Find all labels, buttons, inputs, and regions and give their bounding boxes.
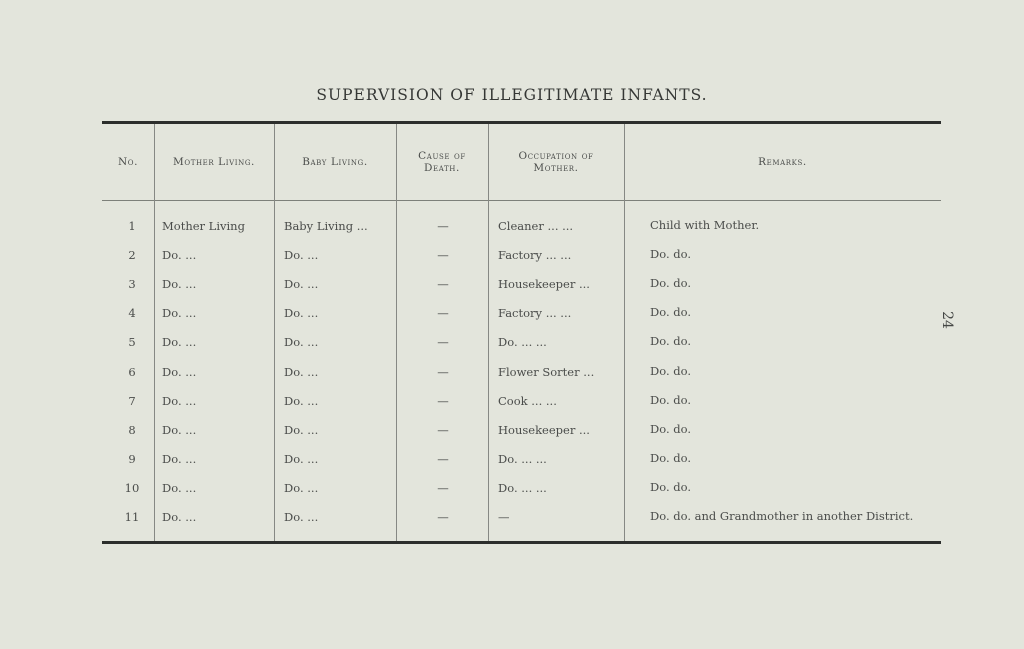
mother-living-cell: Do. ... — [162, 306, 197, 321]
table-row — [102, 306, 941, 336]
header-divider — [102, 200, 941, 201]
cause-of-death-cell: — — [437, 277, 449, 292]
occupation-cell: Cook ... ... — [498, 393, 557, 408]
table-row — [102, 365, 941, 395]
header-no: No. — [117, 155, 139, 168]
mother-living-cell: Do. ... — [162, 480, 197, 495]
cause-of-death-cell: — — [437, 451, 449, 466]
mother-living-cell: Do. ... — [162, 422, 197, 437]
remarks-cell: Do. do. — [650, 276, 691, 291]
mother-living-cell: Do. ... — [162, 277, 197, 292]
header-remarks: Remarks. — [758, 155, 807, 168]
table-row — [102, 481, 941, 511]
mother-living-cell: Do. ... — [162, 335, 197, 350]
occupation-cell: Do. ... ... — [498, 335, 547, 350]
cause-of-death-cell: — — [437, 422, 449, 437]
table-row — [102, 277, 941, 307]
occupation-cell: Do. ... ... — [498, 451, 547, 466]
remarks-cell: Do. do. and Grandmother in another District. — [650, 509, 914, 523]
table-row — [102, 248, 941, 278]
row-number: 6 — [128, 364, 136, 379]
row-number: 10 — [124, 480, 140, 495]
baby-living-cell: Do. ... — [284, 422, 319, 437]
row-number: 11 — [124, 510, 140, 524]
baby-living-cell: Do. ... — [284, 364, 319, 379]
baby-living-cell: Do. ... — [284, 248, 319, 263]
occupation-cell: Factory ... ... — [498, 306, 572, 321]
page-title: SUPERVISION OF ILLEGITIMATE INFANTS. — [316, 86, 708, 104]
baby-living-cell: Do. ... — [284, 451, 319, 466]
table-row — [102, 335, 941, 365]
mother-living-cell: Do. ... — [162, 248, 197, 263]
row-number: 3 — [128, 277, 136, 292]
cause-of-death-cell: — — [437, 510, 449, 524]
row-number: 2 — [128, 248, 136, 263]
occupation-cell: Factory ... ... — [498, 248, 572, 263]
table-row — [102, 394, 941, 424]
mother-living-cell: Do. ... — [162, 510, 197, 524]
header-occupation-of-mother: Occupation of Mother. — [518, 149, 594, 174]
cause-of-death-cell: — — [437, 335, 449, 350]
cause-of-death-cell: — — [437, 364, 449, 379]
remarks-cell: Do. do. — [650, 363, 691, 378]
baby-living-cell: Do. ... — [284, 335, 319, 350]
row-number: 5 — [128, 335, 136, 350]
mother-living-cell: Do. ... — [162, 393, 197, 408]
baby-living-cell: Do. ... — [284, 393, 319, 408]
remarks-cell: Do. do. — [650, 334, 691, 349]
occupation-cell: Housekeeper ... — [498, 277, 590, 292]
remarks-cell: Child with Mother. — [650, 218, 760, 232]
baby-living-cell: Do. ... — [284, 277, 319, 292]
baby-living-cell: Do. ... — [284, 510, 319, 524]
row-number: 1 — [128, 219, 136, 233]
table-row — [102, 423, 941, 453]
baby-living-cell: Do. ... — [284, 306, 319, 321]
cause-of-death-cell: — — [437, 219, 449, 233]
remarks-cell: Do. do. — [650, 479, 691, 494]
page-number: 24 — [938, 311, 955, 329]
remarks-cell: Do. do. — [650, 450, 691, 465]
row-number: 4 — [128, 306, 136, 321]
table-row — [102, 219, 941, 249]
mother-living-cell: Do. ... — [162, 451, 197, 466]
table-row — [102, 452, 941, 482]
mother-living-cell: Mother Living — [162, 219, 245, 233]
cause-of-death-cell: — — [437, 306, 449, 321]
row-number: 8 — [128, 422, 136, 437]
header-cause-of-death: Cause of Death. — [418, 149, 466, 174]
remarks-cell: Do. do. — [650, 392, 691, 407]
header-mother-living: Mother Living. — [173, 155, 255, 168]
table-bottom-rule — [102, 541, 941, 544]
table-row — [102, 510, 941, 540]
remarks-cell: Do. do. — [650, 421, 691, 436]
remarks-cell: Do. do. — [650, 247, 691, 262]
baby-living-cell: Baby Living ... — [284, 219, 368, 233]
occupation-cell: — — [498, 510, 510, 524]
cause-of-death-cell: — — [437, 393, 449, 408]
baby-living-cell: Do. ... — [284, 480, 319, 495]
cause-of-death-cell: — — [437, 248, 449, 263]
row-number: 9 — [128, 451, 136, 466]
row-number: 7 — [128, 393, 136, 408]
occupation-cell: Do. ... ... — [498, 480, 547, 495]
header-baby-living: Baby Living. — [302, 155, 368, 168]
occupation-cell: Cleaner ... ... — [498, 219, 574, 233]
mother-living-cell: Do. ... — [162, 364, 197, 379]
cause-of-death-cell: — — [437, 480, 449, 495]
remarks-cell: Do. do. — [650, 305, 691, 320]
occupation-cell: Flower Sorter ... — [498, 364, 595, 379]
occupation-cell: Housekeeper ... — [498, 422, 590, 437]
